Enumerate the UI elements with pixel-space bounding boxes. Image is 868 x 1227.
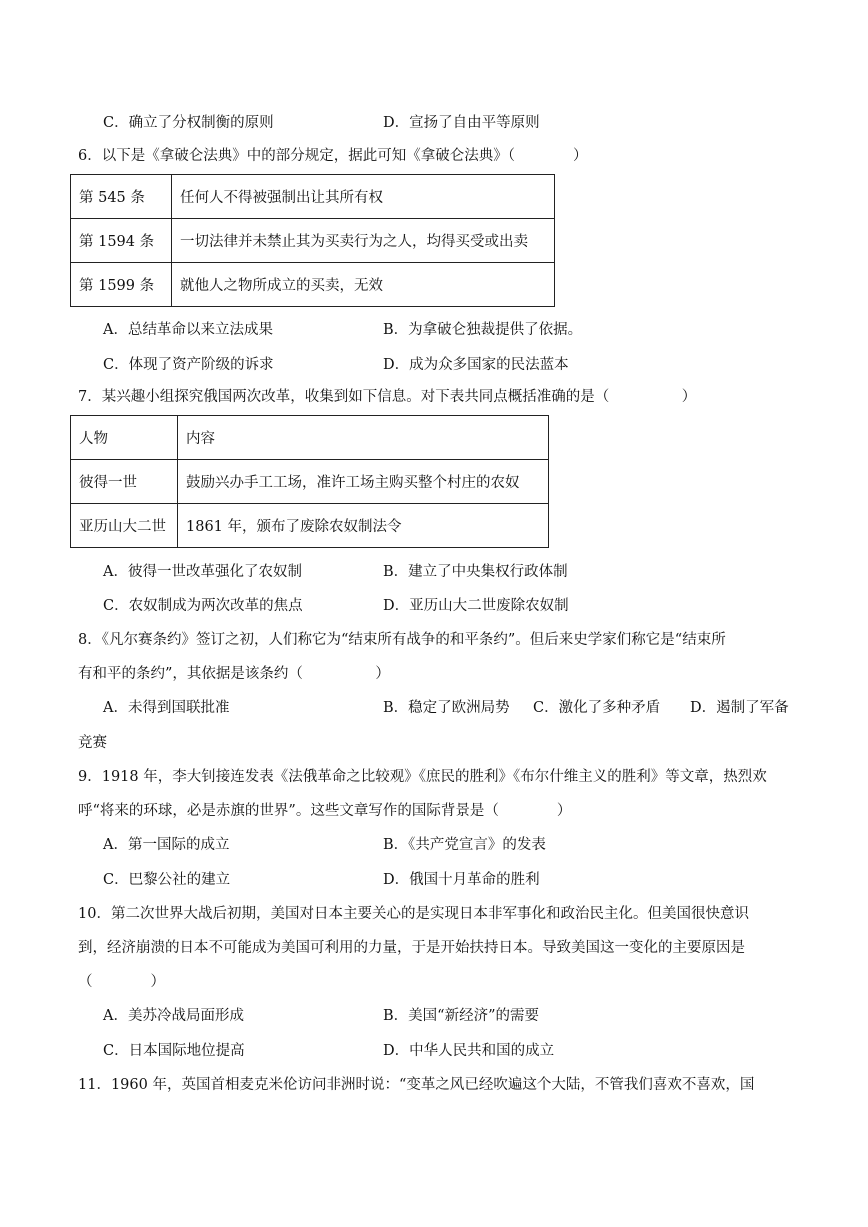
- q8-option-c: C．激化了多种矛盾: [533, 700, 661, 716]
- q7-table: [70, 415, 549, 548]
- table-row: [71, 263, 555, 307]
- q10-option-a: A．美苏冷战局面形成: [103, 1008, 244, 1024]
- q7-stem: 7．某兴趣小组探究俄国两次改革，收集到如下信息。对下表共同点概括准确的是（ ）: [78, 389, 697, 405]
- q10-stem-line3: （ ）: [78, 974, 165, 990]
- q7-option-a: A．彼得一世改革强化了农奴制: [103, 564, 302, 580]
- q7-person-2: 亚历山大二世: [71, 504, 178, 548]
- q9-option-d: D．俄国十月革命的胜利: [383, 872, 540, 888]
- table-row: [71, 219, 555, 263]
- q8-option-d-continued: 竞赛: [78, 735, 107, 751]
- q8-option-b: B．稳定了欧洲局势: [383, 700, 510, 716]
- q8-stem-line2: 有和平的条约”，其依据是该条约（ ）: [78, 666, 390, 682]
- q7-content-1: 鼓励兴办手工工场，准许工场主购买整个村庄的农奴: [178, 460, 549, 504]
- q8-stem-line1: 8．《凡尔赛条约》签订之初，人们称它为“结束所有战争的和平条约”。但后来史学家们称它是“结束所: [78, 632, 726, 648]
- q8-option-d: D．遏制了军备: [690, 700, 789, 716]
- table-row: [71, 460, 549, 504]
- q10-option-d: D．中华人民共和国的成立: [383, 1043, 555, 1059]
- q7-person-1: 彼得一世: [71, 460, 178, 504]
- q10-option-c: C．日本国际地位提高: [103, 1043, 245, 1059]
- q5-option-d: D．宣扬了自由平等原则: [383, 115, 540, 131]
- q9-stem-line1: 9．1918 年，李大钊接连发表《法俄革命之比较观》《庶民的胜利》《布尔什维主义的胜利》等文章，热烈欢: [78, 769, 767, 785]
- q6-option-a: A．总结革命以来立法成果: [103, 322, 273, 338]
- q8-option-a: A．未得到国联批准: [103, 700, 230, 716]
- q9-stem-line2: 呼“将来的环球，必是赤旗的世界”。这些文章写作的国际背景是（ ）: [78, 803, 572, 819]
- q6-content-1: 任何人不得被强制出让其所有权: [172, 175, 555, 219]
- q9-option-b: B．《共产党宣言》的发表: [383, 837, 546, 853]
- q7-header-content: 内容: [178, 416, 549, 460]
- q5-option-c: C．确立了分权制衡的原则: [103, 115, 274, 131]
- q10-option-b: B．美国“新经济”的需要: [383, 1008, 539, 1024]
- q6-article-2: 第 1594 条: [71, 219, 172, 263]
- q6-table: [70, 174, 555, 307]
- q7-option-b: B．建立了中央集权行政体制: [383, 564, 568, 580]
- q10-stem-line2: 到，经济崩溃的日本不可能成为美国可利用的力量，于是开始扶持日本。导致美国这一变化的主要原因是: [78, 940, 745, 956]
- q6-option-c: C．体现了资产阶级的诉求: [103, 357, 274, 373]
- q7-option-d: D．亚历山大二世废除农奴制: [383, 598, 569, 614]
- q11-stem-line1: 11．1960 年，英国首相麦克米伦访问非洲时说：“变革之风已经吹遍这个大陆，不管我们喜欢不喜欢，国: [78, 1077, 755, 1093]
- q6-content-3: 就他人之物所成立的买卖，无效: [172, 263, 555, 307]
- table-row: [71, 175, 555, 219]
- table-row: [71, 504, 549, 548]
- table-row: [71, 416, 549, 460]
- q6-option-b: B．为拿破仑独裁提供了依据。: [383, 322, 583, 338]
- q6-article-3: 第 1599 条: [71, 263, 172, 307]
- q7-content-2: 1861 年，颁布了废除农奴制法令: [178, 504, 549, 548]
- q9-option-c: C．巴黎公社的建立: [103, 872, 231, 888]
- q9-option-a: A．第一国际的成立: [103, 837, 230, 853]
- q7-header-person: 人物: [71, 416, 178, 460]
- q6-option-d: D．成为众多国家的民法蓝本: [383, 357, 569, 373]
- q6-article-1: 第 545 条: [71, 175, 172, 219]
- q7-option-c: C．农奴制成为两次改革的焦点: [103, 598, 303, 614]
- q10-stem-line1: 10．第二次世界大战后初期，美国对日本主要关心的是实现日本非军事化和政治民主化。但美国很快意识: [78, 906, 749, 922]
- q6-stem: 6．以下是《拿破仑法典》中的部分规定，据此可知《拿破仑法典》（ ）: [78, 148, 588, 164]
- q6-content-2: 一切法律并未禁止其为买卖行为之人，均得买受或出卖: [172, 219, 555, 263]
